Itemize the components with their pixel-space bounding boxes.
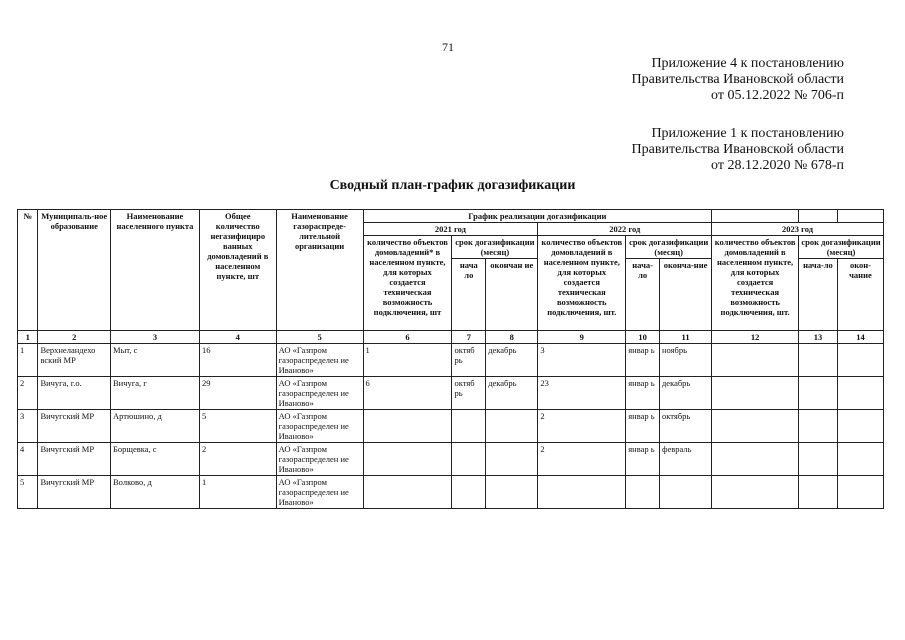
appendix-original-line2: Правительства Ивановской области	[631, 142, 844, 157]
table-cell	[486, 476, 538, 509]
appendix-original-line1: Приложение 1 к постановлению	[651, 126, 844, 141]
table-cell: Волково, д	[111, 476, 200, 509]
table-cell: Вичугский МР	[38, 476, 111, 509]
appendix-current-line3: от 05.12.2022 № 706-п	[711, 88, 844, 103]
table-cell: 2	[538, 443, 626, 476]
table-cell	[799, 344, 838, 377]
col-number: 3	[111, 331, 200, 344]
table-cell: АО «Газпром газораспределен ие Иваново»	[276, 377, 363, 410]
table-row	[18, 476, 884, 509]
header-blank-1	[712, 210, 799, 223]
table-cell: 5	[199, 410, 276, 443]
table-cell	[363, 410, 452, 443]
table-cell	[538, 476, 626, 509]
header-start-2022: нача-ло	[626, 259, 660, 331]
table-row	[18, 443, 884, 476]
appendix-original	[632, 126, 844, 174]
table-cell: 2	[199, 443, 276, 476]
table-cell: Борщевка, с	[111, 443, 200, 476]
header-end-2023: окон-чание	[837, 259, 883, 331]
document-title: Сводный план-график догазификации	[329, 178, 576, 193]
table-cell	[659, 476, 711, 509]
table-cell	[837, 344, 883, 377]
header-total: Общее количество негазифициро ванных домовладений в населенном пункте, шт	[199, 210, 276, 331]
table-cell: 3	[18, 410, 38, 443]
table-cell: октябрь	[659, 410, 711, 443]
table-cell: 6	[363, 377, 452, 410]
col-number: 13	[799, 331, 838, 344]
table-cell	[837, 410, 883, 443]
table-cell: Мыт, с	[111, 344, 200, 377]
table-cell: февраль	[659, 443, 711, 476]
table-body	[18, 344, 884, 509]
table-cell: октяб рь	[452, 344, 486, 377]
col-number: 5	[276, 331, 363, 344]
table-cell: 2	[538, 410, 626, 443]
header-blank-3	[837, 210, 883, 223]
header-municipality: Муниципаль-ное образование	[38, 210, 111, 331]
table-cell: октяб рь	[452, 377, 486, 410]
table-cell	[837, 377, 883, 410]
header-end-2022: оконча-ние	[659, 259, 711, 331]
table-cell	[799, 476, 838, 509]
table-cell: 1	[363, 344, 452, 377]
table-row	[18, 377, 884, 410]
table-cell: АО «Газпром газораспределен ие Иваново»	[276, 344, 363, 377]
col-number: 1	[18, 331, 38, 344]
table-cell	[626, 476, 660, 509]
col-number: 10	[626, 331, 660, 344]
table-cell: декабрь	[659, 377, 711, 410]
col-number: 4	[199, 331, 276, 344]
header-year-2021: 2021 год	[363, 223, 538, 236]
header-count-2023: количество объектов домовладений в населенном пункте, для которых создается техническая возможность подключения, шт.	[712, 236, 799, 331]
table-cell	[837, 476, 883, 509]
header-blank-2	[799, 210, 838, 223]
table-cell: декабрь	[486, 344, 538, 377]
table-cell: декабрь	[486, 377, 538, 410]
header-count-2022: количество объектов домовладений в населенном пункте, для которых создается техническая возможность подключения, шт.	[538, 236, 626, 331]
table-cell: Вичуга, г.о.	[38, 377, 111, 410]
header-row-1	[18, 210, 884, 223]
col-number: 7	[452, 331, 486, 344]
schedule-table	[17, 209, 884, 509]
header-term-2021: срок догазификации (месяц)	[452, 236, 538, 259]
table-cell: Верхнеландехо вский МР	[38, 344, 111, 377]
table-cell: Вичугский МР	[38, 443, 111, 476]
header-start-2023: нача-ло	[799, 259, 838, 331]
header-settlement: Наименование населенного пункта	[111, 210, 200, 331]
table-cell	[452, 476, 486, 509]
table-cell: Артюшино, д	[111, 410, 200, 443]
table-cell: АО «Газпром газораспределен ие Иваново»	[276, 443, 363, 476]
col-number: 9	[538, 331, 626, 344]
table-cell: ноябрь	[659, 344, 711, 377]
table-cell	[837, 443, 883, 476]
table-cell	[363, 476, 452, 509]
header-count-2021: количество объектов домовладений* в населенном пункте, для которых создается техническая возможность подключения, шт	[363, 236, 452, 331]
col-number: 11	[659, 331, 711, 344]
table-cell: Вичугский МР	[38, 410, 111, 443]
table-cell: 3	[538, 344, 626, 377]
col-number: 6	[363, 331, 452, 344]
table-cell: 23	[538, 377, 626, 410]
table-cell	[799, 443, 838, 476]
col-number: 14	[837, 331, 883, 344]
appendix-current-line2: Правительства Ивановской области	[631, 72, 844, 87]
header-year-2022: 2022 год	[538, 223, 712, 236]
table-cell: 1	[18, 344, 38, 377]
table-cell	[363, 443, 452, 476]
header-schedule: График реализации догазификации	[363, 210, 712, 223]
table-cell: АО «Газпром газораспределен ие Иваново»	[276, 476, 363, 509]
header-org: Наименование газораспреде-лительной организации	[276, 210, 363, 331]
table-cell: 16	[199, 344, 276, 377]
appendix-current-line1: Приложение 4 к постановлению	[651, 56, 844, 71]
table-cell	[486, 443, 538, 476]
table-cell: январ ь	[626, 377, 660, 410]
header-end-2021: окончан ие	[486, 259, 538, 331]
appendix-current	[632, 56, 844, 104]
table-cell: АО «Газпром газораспределен ие Иваново»	[276, 410, 363, 443]
table-cell	[712, 443, 799, 476]
table-cell: 29	[199, 377, 276, 410]
table-cell	[712, 410, 799, 443]
appendix-original-line3: от 28.12.2020 № 678-п	[711, 158, 844, 173]
column-number-row	[18, 331, 884, 344]
header-year-2023: 2023 год	[712, 223, 884, 236]
header-start-2021: нача ло	[452, 259, 486, 331]
table-cell	[452, 443, 486, 476]
table-cell: 2	[18, 377, 38, 410]
table-cell	[712, 377, 799, 410]
header-term-2023: срок догазификации (месяц)	[799, 236, 884, 259]
table-cell	[712, 476, 799, 509]
table-row	[18, 410, 884, 443]
table-cell	[712, 344, 799, 377]
col-number: 8	[486, 331, 538, 344]
col-number: 12	[712, 331, 799, 344]
table-cell	[799, 377, 838, 410]
table-cell: 1	[199, 476, 276, 509]
table-cell	[452, 410, 486, 443]
table-cell	[799, 410, 838, 443]
page-number: 71	[442, 40, 454, 54]
table-cell: Вичуга, г	[111, 377, 200, 410]
header-term-2022: срок догазификации (месяц)	[626, 236, 712, 259]
table-row	[18, 344, 884, 377]
table-cell	[486, 410, 538, 443]
table-cell: 5	[18, 476, 38, 509]
table-cell: 4	[18, 443, 38, 476]
header-num: №	[18, 210, 38, 331]
table-cell: январ ь	[626, 410, 660, 443]
table-cell: январ ь	[626, 344, 660, 377]
table-cell: январ ь	[626, 443, 660, 476]
col-number: 2	[38, 331, 111, 344]
